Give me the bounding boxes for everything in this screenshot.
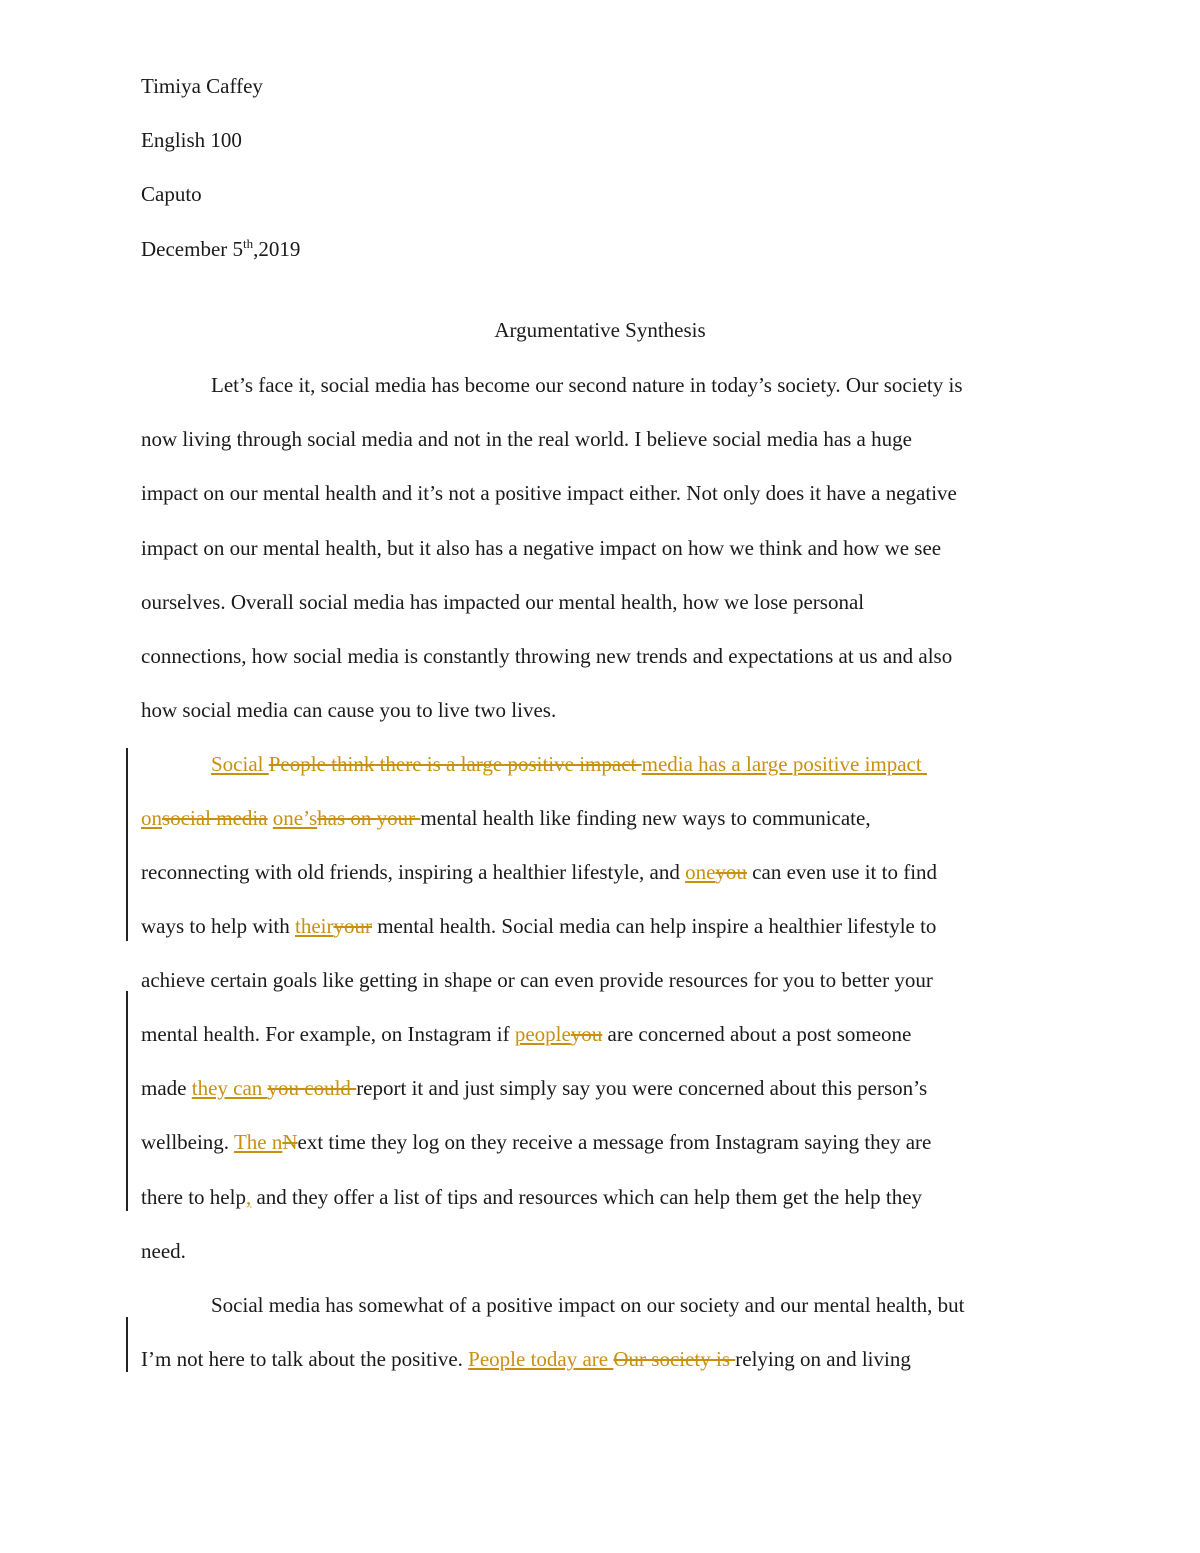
insertion: Social	[211, 752, 269, 776]
paragraph-line	[211, 749, 927, 779]
paragraph-line: connections, how social media is constantly throwing new trends and expectations at us and also	[141, 644, 953, 668]
document-title: Argumentative Synthesis	[494, 318, 706, 342]
paragraph-line: how social media can cause you to live two lives.	[141, 698, 557, 722]
date: December 5th,2019	[141, 236, 301, 261]
deletion: your	[376, 806, 421, 830]
deletion: has on	[317, 806, 377, 830]
paragraph-line: I’m not here to talk about the positive. People today are Our society is relying on and living	[141, 1347, 911, 1371]
author-name: Timiya Caffey	[141, 74, 263, 98]
course-name: English 100	[141, 128, 242, 152]
deletion: you	[570, 1022, 603, 1046]
insertion: media has a large positive impact	[641, 752, 927, 776]
insertion: ,	[245, 1185, 252, 1209]
deletion: your	[333, 914, 372, 938]
insertion: one	[685, 860, 716, 884]
instructor-name: Caputo	[141, 182, 202, 206]
paragraph-line: reconnecting with old friends, inspiring a healthier lifestyle, and oneyou can even use it to find	[141, 860, 938, 884]
paragraph-line: impact on our mental health and it’s not a positive impact either. Not only does it have a negative	[141, 481, 957, 505]
deletion: Our society is	[613, 1347, 736, 1371]
deletion: People think there is a large positive impact	[268, 752, 642, 776]
insertion: The n	[233, 1130, 283, 1154]
paragraph-line: impact on our mental health, but it also has a negative impact on how we think and how we see	[141, 536, 942, 560]
paragraph-line: wellbeing. The nNext time they log on they receive a message from Instagram saying they are	[141, 1130, 932, 1154]
paragraph-line: made they can you could report it and just simply say you were concerned about this person’s	[141, 1076, 928, 1100]
insertion: they can	[191, 1076, 268, 1100]
paragraph-line: achieve certain goals like getting in shape or can even provide resources for you to better your	[141, 968, 933, 992]
insertion: on	[141, 806, 162, 830]
deletion: you	[715, 860, 747, 884]
deletion: you could	[267, 1076, 357, 1100]
insertion: their	[294, 914, 334, 938]
change-bar	[126, 1317, 128, 1372]
deletion: N	[282, 1130, 298, 1154]
paragraph-line: Let’s face it, social media has become our second nature in today’s society. Our society is	[211, 373, 963, 397]
insertion: people	[514, 1022, 571, 1046]
change-bar	[126, 991, 128, 1211]
paragraph-line: ourselves. Overall social media has impacted our mental health, how we lose personal	[141, 590, 865, 614]
paragraph-line: now living through social media and not in the real world. I believe social media has a huge	[141, 427, 912, 451]
paragraph-line: need.	[141, 1239, 186, 1263]
paragraph-line: mental health. For example, on Instagram if peopleyou are concerned about a post someone	[141, 1022, 912, 1046]
deletion: social media	[162, 806, 268, 830]
paragraph-line: there to help, and they offer a list of tips and resources which can help them get the help they	[141, 1185, 923, 1209]
paragraph-line: onsocial media one’shas on your mental health like finding new ways to communicate,	[141, 806, 871, 830]
change-bar	[126, 748, 128, 941]
paragraph-line: ways to help with theiryour mental health. Social media can help inspire a healthier lifestyle to	[141, 914, 937, 938]
insertion: one’s	[272, 806, 318, 830]
insertion: People today are	[468, 1347, 614, 1371]
paragraph-line: Social media has somewhat of a positive impact on our society and our mental health, but	[211, 1293, 965, 1317]
